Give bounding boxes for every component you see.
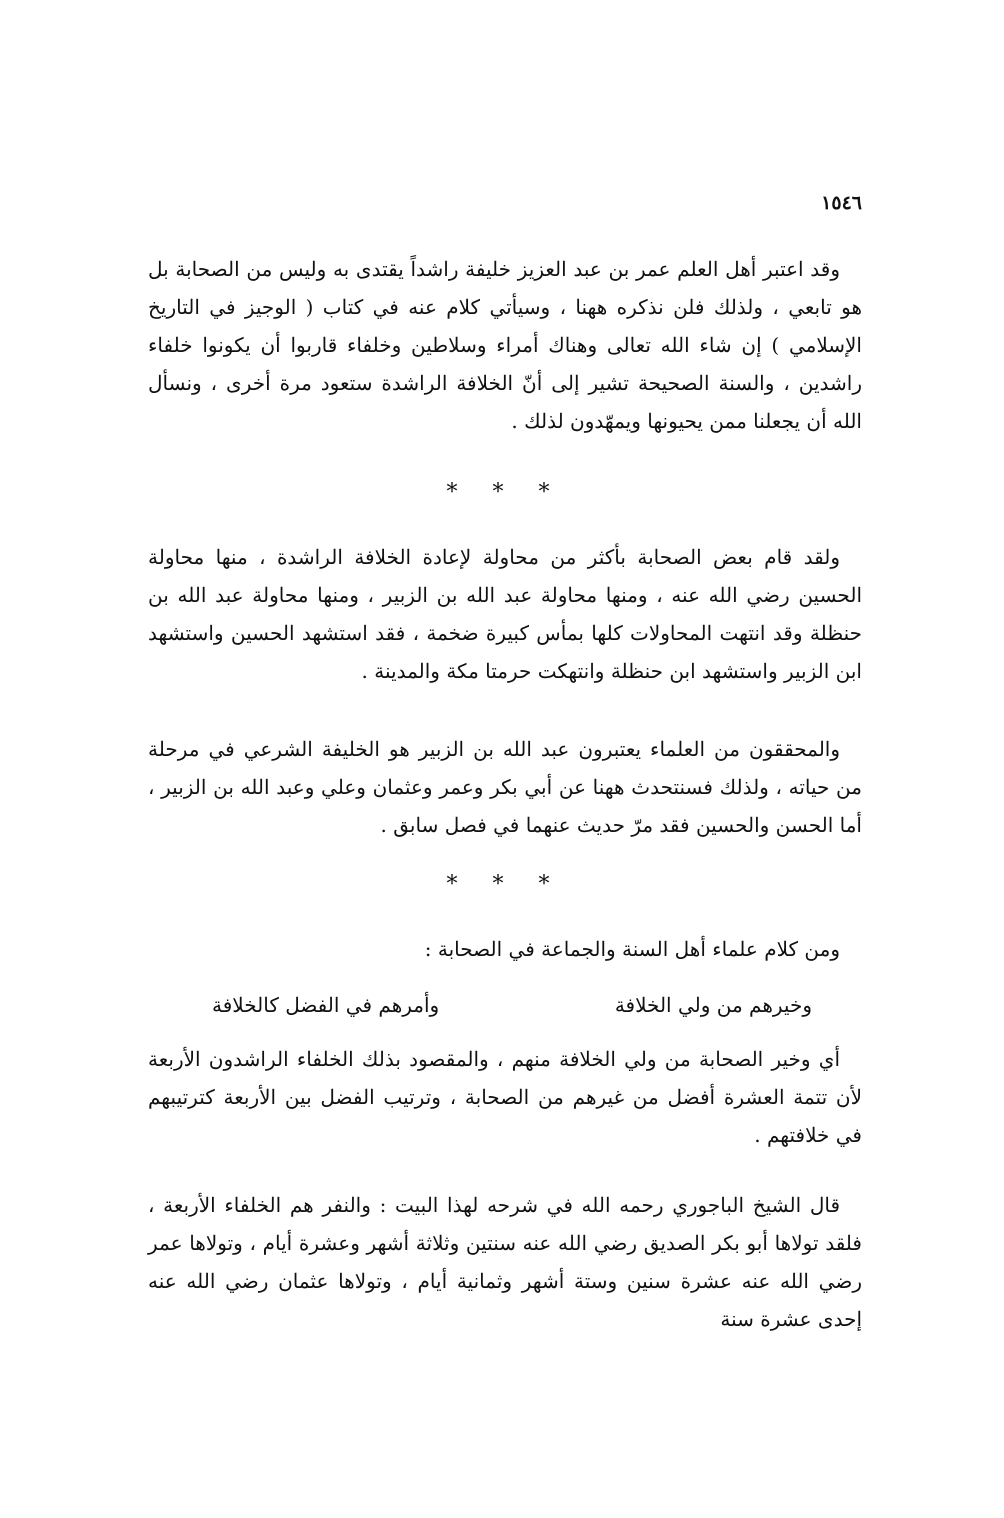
poetry-verse [212, 986, 812, 1024]
verse-first-hemistich: وخيرهم من ولي الخلافة [614, 993, 812, 1017]
book-page [148, 0, 862, 1518]
verse-second-hemistich: وأمرهم في الفضل كالخلافة [212, 993, 440, 1017]
section-separator: * * * [446, 480, 564, 505]
verse-introduction: ومن كلام علماء أهل السنة والجماعة في الصحابة : [424, 937, 840, 961]
section-separator: * * * [446, 872, 564, 897]
paragraph-restoration-attempts: ولقد قام بعض الصحابة بأكثر من محاولة لإعادة الخلافة الراشدة ، منها محاولة الحسين رضي الله عنه ، ومنها محاولة عبد الله بن الزبير ، ومنها محاولة عبد الله بن حنظلة وقد انتهت المحاولات كلها بمأس كبيرة ضخمة ، فقد استشهد الحسين واستشهد ابن الزبير واستشهد ابن حنظلة وانتهكت حرمتا مكة والمدينة . [148, 545, 862, 683]
paragraph-bajuri-commentary: قال الشيخ الباجوري رحمه الله في شرحه لهذا البيت : والنفر هم الخلفاء الأربعة ، فلقد تولاها أبو بكر الصديق رضي الله عنه سنتين وثلاثة أشهر وعشرة أيام ، وتولاها عمر رضي الله عنه عشرة سنين وستة أشهر وثمانية أيام ، وتولاها عثمان رضي الله عنه إحدى عشرة سنة [148, 1193, 862, 1331]
page-number: ١٥٤٦ [821, 192, 862, 214]
paragraph-verse-explanation: أي وخير الصحابة من ولي الخلافة منهم ، والمقصود بذلك الخلفاء الراشدون الأربعة لأن تتمة العشرة أفضل من غيرهم من الصحابة ، وترتيب الفضل بين الأربعة كترتيبهم في خلافتهم . [148, 1047, 862, 1147]
paragraph-ibn-al-zubayr: والمحققون من العلماء يعتبرون عبد الله بن الزبير هو الخليفة الشرعي في مرحلة من حياته ، ولذلك فسنتحدث ههنا عن أبي بكر وعمر وعثمان وعلي وعبد الله بن الزبير ، أما الحسن والحسين فقد مرّ حديث عنهما في فصل سابق . [148, 737, 862, 837]
paragraph-umar-ibn-abd-al-aziz: وقد اعتبر أهل العلم عمر بن عبد العزيز خليفة راشداً يقتدى به وليس من الصحابة بل هو تابعي ، ولذلك فلن نذكره ههنا ، وسيأتي كلام عنه في كتاب ( الوجيز في التاريخ الإسلامي ) إن شاء الله تعالى وهناك أمراء وسلاطين وخلفاء قاربوا أن يكونوا خلفاء راشدين ، والسنة الصحيحة تشير إلى أنّ الخلافة الراشدة ستعود مرة أخرى ، ونسأل الله أن يجعلنا ممن يحيونها ويمهّدون لذلك . [148, 257, 862, 433]
